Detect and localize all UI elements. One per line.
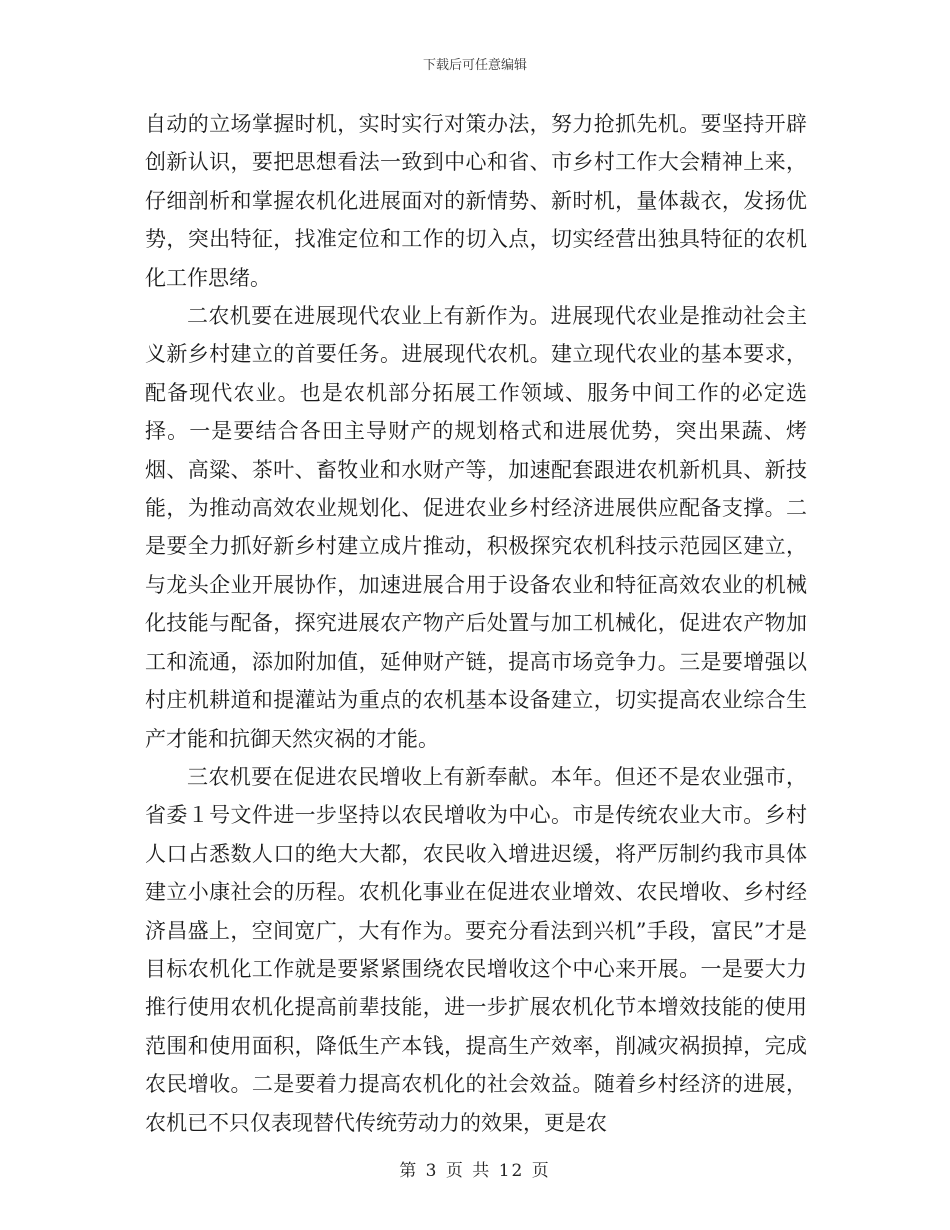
- paragraph-2: 二农机要在进展现代农业上有新作为。进展现代农业是推动社会主义新乡村建立的首要任务。进展现代农机。建立现代农业的基本要求，配备现代农业。也是农机部分拓展工作领域、服务中间工作的必定选择。一是要结合各田主导财产的规划格式和进展优势，突出果蔬、烤烟、高粱、茶叶、畜牧业和水财产等，加速配套跟进农机新机具、新技能，为推动高效农业规划化、促进农业乡村经济进展供应配备支撑。二是要全力抓好新乡村建立成片推动，积极探究农机科技示范园区建立，与龙头企业开展协作，加速进展合用于设备农业和特征高效农业的机械化技能与配备，探究进展农产物产后处置与加工机械化，促进农产物加工和流通，添加附加值，延伸财产链，提高市场竞争力。三是要增强以村庄机耕道和提灌站为重点的农机基本设备建立，切实提高农业综合生产才能和抗御天然灾祸的才能。: [145, 304, 807, 751]
- page-footer: 第 3 页 共 12 页: [399, 1161, 551, 1181]
- paragraph-1: 自动的立场掌握时机，实时实行对策办法，努力抢抓先机。要坚持开辟创新认识，要把思想看法一致到中心和省、市乡村工作大会精神上来，仔细剖析和掌握农机化进展面对的新情势、新时机，量体裁衣，发扬优势，突出特征，找准定位和工作的切入点，切实经营出独具特征的农机化工作思绪。: [145, 112, 807, 290]
- paragraph-3: 三农机要在促进农民增收上有新奉献。本年。但还不是农业强市，省委１号文件进一步坚持以农民增收为中心。市是传统农业大市。乡村人口占悉数人口的绝大大都，农民收入增进迟缓，将严厉制约我市具体建立小康社会的历程。农机化事业在促进农业增效、农民增收、乡村经济昌盛上，空间宽广，大有作为。要充分看法到兴机”手段，富民”才是目标农机化工作就是要紧紧围绕农民增收这个中心来开展。一是要大力推行使用农机化提高前辈技能，进一步扩展农机化节本增效技能的使用范围和使用面积，降低生产本钱，提高生产效率，削减灾祸损掉，完成农民增收。二是要着力提高农机化的社会效益。随着乡村经济的进展，农机已不只仅表现替代传统劳动力的效果，更是农: [145, 764, 807, 1135]
- page-header: 下载后可任意编辑: [422, 58, 527, 73]
- document-body: [145, 105, 807, 1142]
